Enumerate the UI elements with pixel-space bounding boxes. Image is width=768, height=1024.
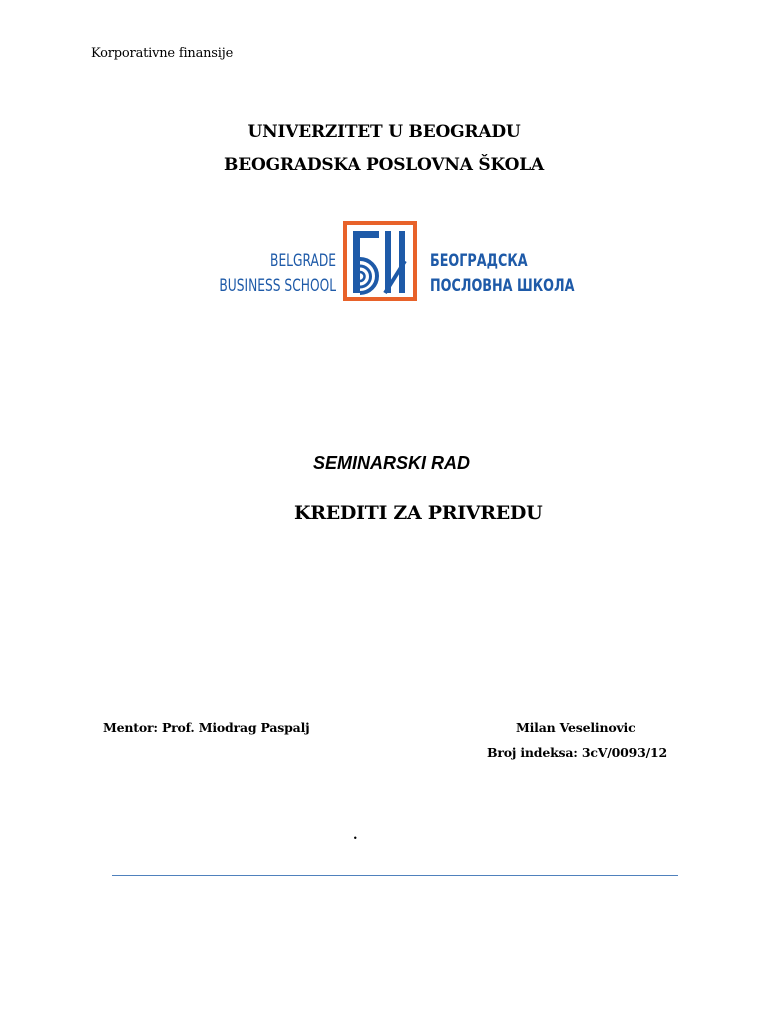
logo-cyrillic-line2: ПОСЛОВНА ШКОЛА <box>430 276 575 296</box>
logo-latin-line2: BUSINESS SCHOOL <box>219 276 336 296</box>
course-header: Korporativne finansije <box>91 46 234 61</box>
paper-title: KREDITI ZA PRIVREDU <box>294 502 543 524</box>
university-name: UNIVERZITET U BEOGRADU <box>247 122 521 142</box>
school-logo <box>212 221 575 303</box>
stray-dot: . <box>353 828 358 843</box>
mentor-line: Mentor: Prof. Miodrag Paspalj <box>103 720 310 735</box>
logo-emblem-icon <box>343 221 417 301</box>
logo-latin-line1: BELGRADE <box>270 251 336 271</box>
logo-latin-text <box>219 249 336 299</box>
logo-cyrillic-line1: БЕОГРАДСКА <box>430 251 528 271</box>
student-index: Broj indeksa: 3cV/0093/12 <box>487 745 667 760</box>
student-name: Milan Veselinovic <box>516 720 636 735</box>
logo-cyrillic-text <box>430 249 574 299</box>
paper-type-label: SEMINARSKI RAD <box>313 453 471 473</box>
footer-divider <box>112 875 678 876</box>
school-name: BEOGRADSKA POSLOVNA ŠKOLA <box>224 155 544 175</box>
